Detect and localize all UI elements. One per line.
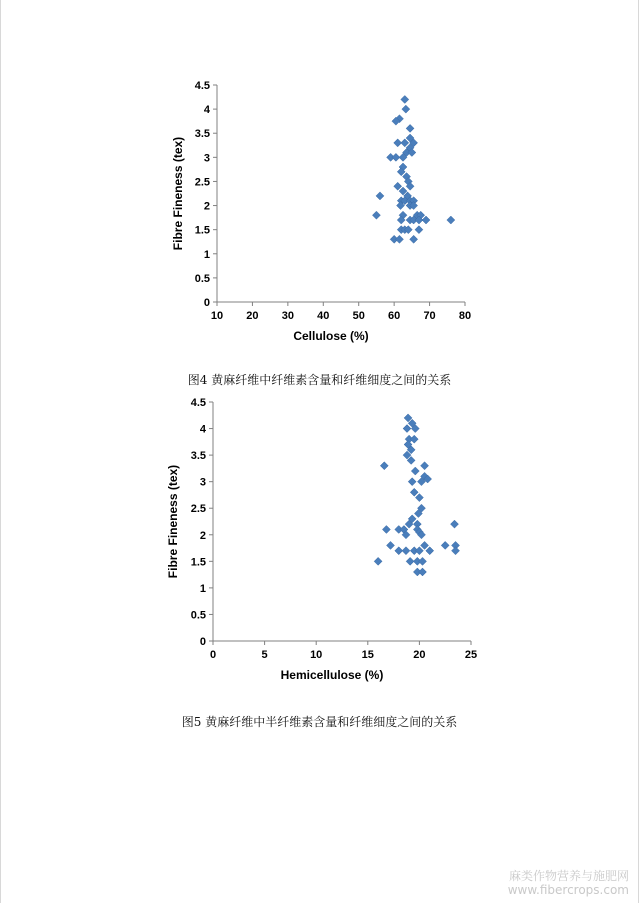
cellulose-data-point xyxy=(376,192,384,200)
cellulose-data-point xyxy=(410,235,418,243)
hemicellulose-data-point xyxy=(403,425,411,433)
cellulose-data-point xyxy=(406,124,414,132)
hemicellulose-y-tick-label: 2 xyxy=(199,529,206,542)
hemicellulose-x-tick-label: 15 xyxy=(361,649,374,661)
cellulose-x-tick-label: 50 xyxy=(352,310,365,322)
cellulose-y-tick-label: 1 xyxy=(203,248,210,261)
cellulose-y-tick-label: 4.5 xyxy=(194,80,210,92)
hemicellulose-y-tick-label: 4 xyxy=(199,423,206,436)
hemicellulose-data-point xyxy=(426,547,434,555)
cellulose-y-tick-label: 3 xyxy=(203,152,210,165)
cellulose-data-point xyxy=(401,95,409,103)
cellulose-x-tick-label: 10 xyxy=(210,310,224,322)
hemicellulose-data-point xyxy=(415,494,423,502)
hemicellulose-x-tick-label: 20 xyxy=(413,649,426,661)
hemicellulose-x-tick-label: 0 xyxy=(209,649,217,661)
hemicellulose-x-tick-label: 10 xyxy=(310,649,323,661)
hemicellulose-data-point xyxy=(411,467,419,475)
hemicellulose-data-point xyxy=(410,488,418,496)
cellulose-y-tick-label: 3.5 xyxy=(194,128,210,141)
cellulose-data-point xyxy=(394,139,402,147)
cellulose-data-point xyxy=(394,182,402,190)
cellulose-x-tick-label: 70 xyxy=(423,310,436,322)
hemicellulose-data-point xyxy=(410,435,418,443)
hemicellulose-data-point xyxy=(395,547,403,555)
hemicellulose-x-tick-label: 5 xyxy=(261,649,268,661)
hemicellulose-data-point xyxy=(421,541,429,549)
cellulose-x-axis-title: Cellulose (%) xyxy=(293,329,369,343)
cellulose-fineness-chart xyxy=(0,70,639,360)
site-watermark xyxy=(508,869,629,897)
hemicellulose-data-point xyxy=(450,520,458,528)
hemicellulose-y-tick-label: 1 xyxy=(199,582,206,595)
hemicellulose-data-point xyxy=(402,547,410,555)
cellulose-x-tick-label: 30 xyxy=(281,310,294,322)
watermark-site-name: 麻类作物营养与施肥网 xyxy=(508,869,629,883)
hemicellulose-y-tick-label: 3 xyxy=(199,476,206,489)
cellulose-y-tick-label: 2.5 xyxy=(194,176,210,189)
cellulose-x-tick-label: 60 xyxy=(388,310,401,322)
hemicellulose-data-point xyxy=(380,462,388,470)
cellulose-y-tick-label: 1.5 xyxy=(194,224,210,237)
cellulose-y-tick-label: 0 xyxy=(203,297,210,309)
hemicellulose-data-point xyxy=(387,541,395,549)
hemicellulose-data-point xyxy=(374,557,382,565)
hemicellulose-y-tick-label: 3.5 xyxy=(190,450,206,463)
hemicellulose-y-tick-label: 4.5 xyxy=(190,397,206,409)
hemicellulose-x-axis-title: Hemicellulose (%) xyxy=(280,668,384,682)
cellulose-data-point xyxy=(422,216,430,224)
cellulose-x-tick-label: 20 xyxy=(246,310,259,322)
cellulose-data-point xyxy=(415,226,423,234)
cellulose-data-point xyxy=(372,211,380,219)
cellulose-data-point xyxy=(402,105,410,113)
cellulose-y-axis-title: Fibre Fineness (tex) xyxy=(171,136,185,251)
cellulose-data-point xyxy=(395,235,403,243)
hemicellulose-data-point xyxy=(418,557,426,565)
hemicellulose-data-point xyxy=(406,557,414,565)
hemicellulose-data-point xyxy=(452,547,460,555)
hemicellulose-y-tick-label: 0.5 xyxy=(190,609,206,622)
hemicellulose-y-tick-label: 0 xyxy=(199,636,206,648)
watermark-url: www.fibercrops.com xyxy=(507,883,629,897)
hemicellulose-data-point xyxy=(418,568,426,576)
hemicellulose-y-axis-title: Fibre Fineness (tex) xyxy=(166,464,180,579)
hemicellulose-data-point xyxy=(441,541,449,549)
cellulose-x-tick-label: 80 xyxy=(458,310,472,322)
hemicellulose-y-tick-label: 1.5 xyxy=(190,556,206,569)
cellulose-y-tick-label: 4 xyxy=(203,104,210,117)
hemicellulose-x-tick-label: 25 xyxy=(464,649,478,661)
cellulose-data-point xyxy=(447,216,455,224)
hemicellulose-data-point xyxy=(415,547,423,555)
hemicellulose-data-point xyxy=(408,478,416,486)
hemicellulose-fineness-chart xyxy=(0,390,639,690)
figure-5-caption: 图5 黄麻纤维中半纤维素含量和纤维细度之间的关系 xyxy=(181,715,458,729)
hemicellulose-data-point xyxy=(382,525,390,533)
hemicellulose-data-point xyxy=(421,462,429,470)
cellulose-y-tick-label: 2 xyxy=(203,200,210,213)
cellulose-x-tick-label: 40 xyxy=(317,310,330,322)
cellulose-y-tick-label: 0.5 xyxy=(194,272,210,285)
figure-4-caption: 图4 黄麻纤维中纤维素含量和纤维细度之间的关系 xyxy=(187,373,452,387)
hemicellulose-y-tick-label: 2.5 xyxy=(190,503,206,516)
